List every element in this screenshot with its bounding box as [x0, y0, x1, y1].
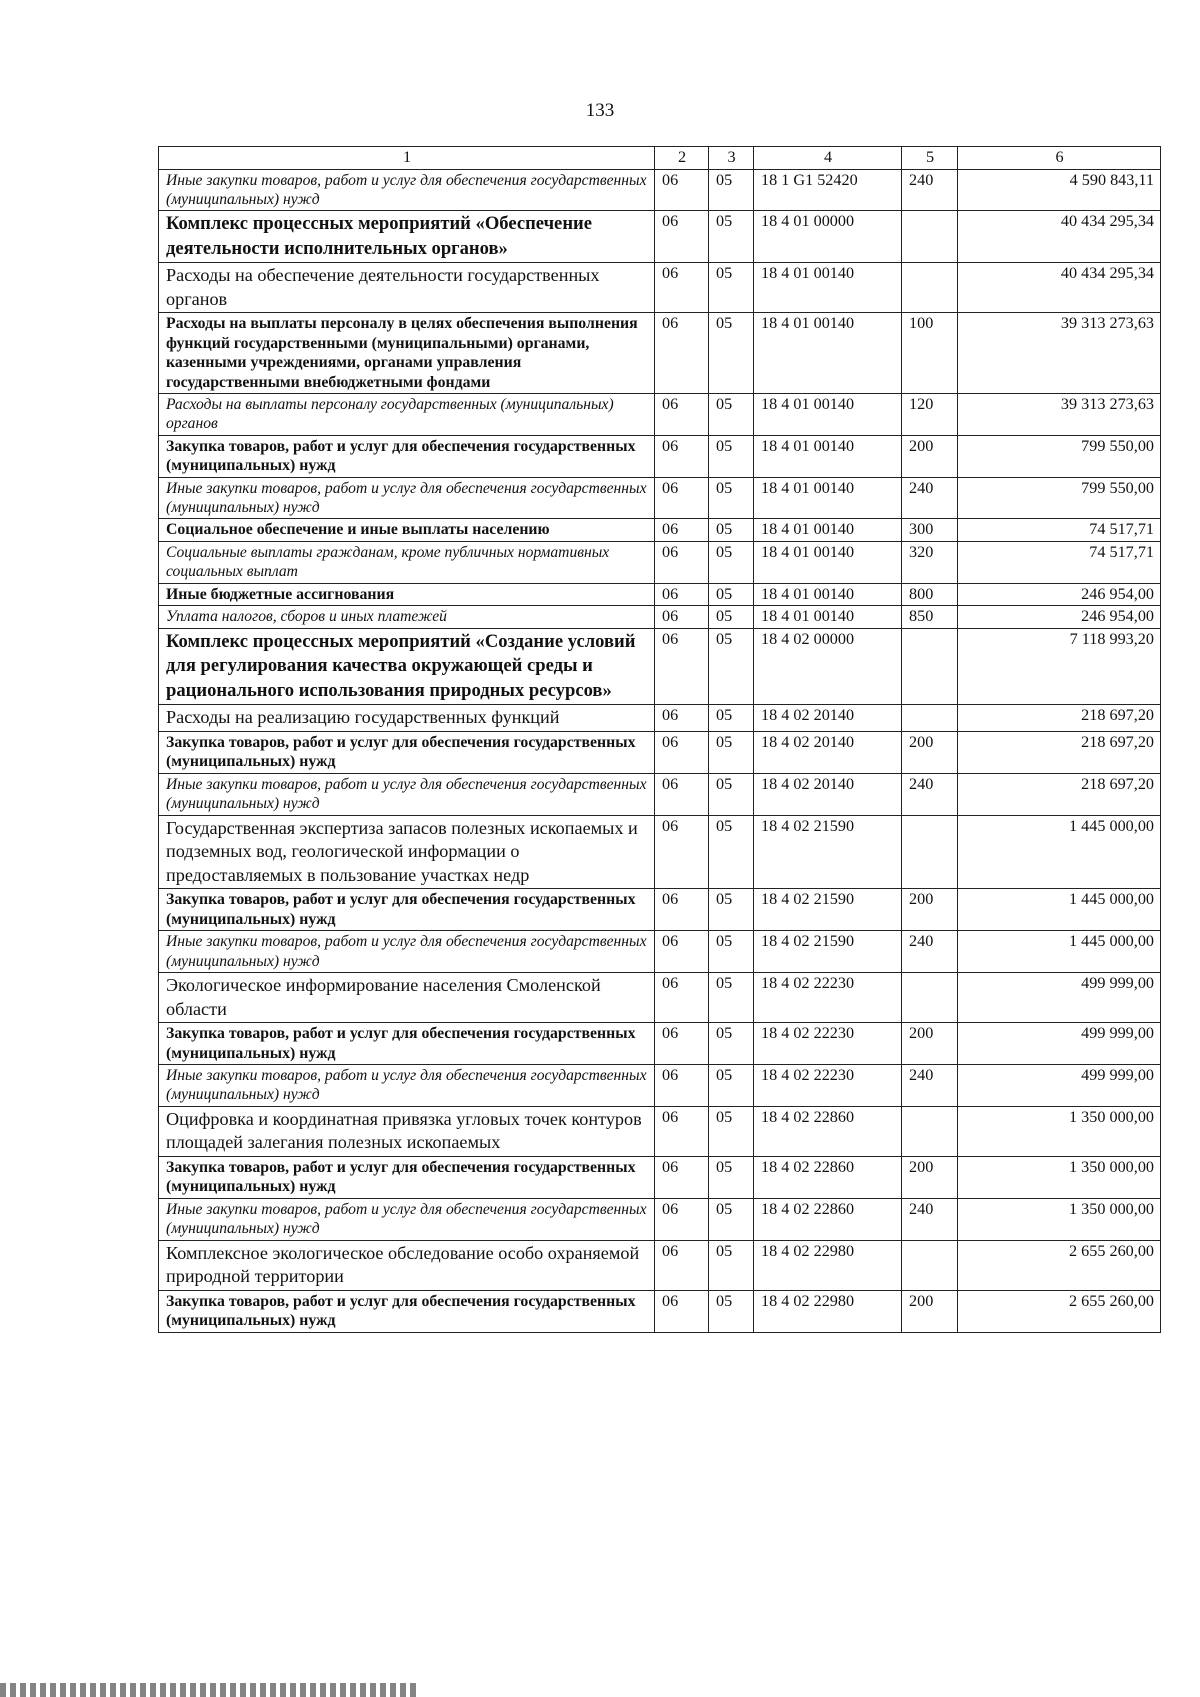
row-target-code: 18 4 02 00000 — [754, 629, 902, 705]
row-target-code: 18 4 02 22980 — [754, 1240, 902, 1290]
row-target-code: 18 4 02 20140 — [754, 731, 902, 773]
row-section-code: 06 — [655, 394, 709, 436]
row-amount: 7 118 993,20 — [958, 629, 1161, 705]
row-subsection-code: 05 — [709, 211, 754, 263]
row-subsection-code: 05 — [709, 394, 754, 436]
row-amount: 40 434 295,34 — [958, 263, 1161, 313]
row-expense-type: 100 — [902, 313, 958, 394]
row-section-code: 06 — [655, 263, 709, 313]
table-row — [159, 773, 1161, 815]
row-section-code: 06 — [655, 477, 709, 519]
page-number: 133 — [585, 100, 615, 121]
row-section-code: 06 — [655, 773, 709, 815]
row-name: Расходы на реализацию государственных функций — [159, 705, 655, 732]
row-section-code: 06 — [655, 1240, 709, 1290]
table-row — [159, 542, 1161, 584]
row-target-code: 18 4 01 00140 — [754, 583, 902, 606]
row-section-code: 06 — [655, 435, 709, 477]
row-target-code: 18 4 01 00140 — [754, 313, 902, 394]
row-target-code: 18 4 01 00000 — [754, 211, 902, 263]
table-row — [159, 394, 1161, 436]
row-name: Уплата налогов, сборов и иных платежей — [159, 606, 655, 629]
row-name: Комплекс процессных мероприятий «Обеспечение деятельности исполнительных органов» — [159, 211, 655, 263]
row-name: Комплексное экологическое обследование особо охраняемой природной территории — [159, 1240, 655, 1290]
row-expense-type: 850 — [902, 606, 958, 629]
row-target-code: 18 4 02 22860 — [754, 1106, 902, 1156]
table-row — [159, 1106, 1161, 1156]
table-row — [159, 972, 1161, 1022]
table-row — [159, 931, 1161, 973]
row-section-code: 06 — [655, 1064, 709, 1106]
row-target-code: 18 4 01 00140 — [754, 519, 902, 542]
row-target-code: 18 4 02 22860 — [754, 1156, 902, 1198]
row-section-code: 06 — [655, 313, 709, 394]
row-amount: 39 313 273,63 — [958, 313, 1161, 394]
row-subsection-code: 05 — [709, 731, 754, 773]
row-section-code: 06 — [655, 1198, 709, 1240]
row-amount: 39 313 273,63 — [958, 394, 1161, 436]
row-subsection-code: 05 — [709, 1290, 754, 1332]
row-target-code: 18 4 02 22230 — [754, 1023, 902, 1065]
row-expense-type: 200 — [902, 889, 958, 931]
row-expense-type: 200 — [902, 731, 958, 773]
table-row — [159, 583, 1161, 606]
row-subsection-code: 05 — [709, 263, 754, 313]
row-subsection-code: 05 — [709, 931, 754, 973]
row-amount: 218 697,20 — [958, 731, 1161, 773]
row-amount: 2 655 260,00 — [958, 1240, 1161, 1290]
row-amount: 218 697,20 — [958, 773, 1161, 815]
row-name: Экологическое информирование населения Смоленской области — [159, 972, 655, 1022]
row-name: Социальные выплаты гражданам, кроме публичных нормативных социальных выплат — [159, 542, 655, 584]
row-subsection-code: 05 — [709, 1240, 754, 1290]
row-section-code: 06 — [655, 583, 709, 606]
row-amount: 74 517,71 — [958, 519, 1161, 542]
row-section-code: 06 — [655, 169, 709, 211]
row-expense-type — [902, 815, 958, 889]
row-name: Закупка товаров, работ и услуг для обеспечения государственных (муниципальных) нужд — [159, 435, 655, 477]
row-target-code: 18 4 02 20140 — [754, 705, 902, 732]
table-row — [159, 1023, 1161, 1065]
row-target-code: 18 4 01 00140 — [754, 263, 902, 313]
row-subsection-code: 05 — [709, 169, 754, 211]
row-expense-type: 300 — [902, 519, 958, 542]
row-name: Комплекс процессных мероприятий «Создание условий для регулирования качества окружающей среды и рационального использования природных ресурсов» — [159, 629, 655, 705]
row-expense-type — [902, 705, 958, 732]
row-name: Социальное обеспечение и иные выплаты населению — [159, 519, 655, 542]
row-target-code: 18 4 01 00140 — [754, 435, 902, 477]
row-expense-type: 240 — [902, 169, 958, 211]
row-section-code: 06 — [655, 606, 709, 629]
table-row — [159, 629, 1161, 705]
row-expense-type: 120 — [902, 394, 958, 436]
row-expense-type — [902, 263, 958, 313]
row-subsection-code: 05 — [709, 313, 754, 394]
table-row — [159, 1290, 1161, 1332]
row-amount: 246 954,00 — [958, 606, 1161, 629]
budget-table — [158, 146, 1161, 1333]
row-name: Иные закупки товаров, работ и услуг для обеспечения государственных (муниципальных) нужд — [159, 1064, 655, 1106]
row-target-code: 18 4 01 00140 — [754, 477, 902, 519]
table-row — [159, 435, 1161, 477]
row-target-code: 18 4 01 00140 — [754, 542, 902, 584]
table-row — [159, 731, 1161, 773]
row-name: Закупка товаров, работ и услуг для обеспечения государственных (муниципальных) нужд — [159, 1156, 655, 1198]
row-section-code: 06 — [655, 1156, 709, 1198]
row-name: Расходы на обеспечение деятельности государственных органов — [159, 263, 655, 313]
table-row — [159, 1064, 1161, 1106]
table-row — [159, 889, 1161, 931]
row-name: Оцифровка и координатная привязка угловых точек контуров площадей залегания полезных ископаемых — [159, 1106, 655, 1156]
row-section-code: 06 — [655, 931, 709, 973]
header-col-4: 4 — [754, 147, 902, 170]
row-target-code: 18 4 02 21590 — [754, 931, 902, 973]
row-target-code: 18 4 02 21590 — [754, 815, 902, 889]
row-amount: 499 999,00 — [958, 1064, 1161, 1106]
row-subsection-code: 05 — [709, 583, 754, 606]
table-row — [159, 1156, 1161, 1198]
row-name: Иные закупки товаров, работ и услуг для обеспечения государственных (муниципальных) нужд — [159, 477, 655, 519]
row-section-code: 06 — [655, 519, 709, 542]
row-subsection-code: 05 — [709, 435, 754, 477]
row-amount: 2 655 260,00 — [958, 1290, 1161, 1332]
row-amount: 246 954,00 — [958, 583, 1161, 606]
row-section-code: 06 — [655, 1023, 709, 1065]
row-name: Государственная экспертиза запасов полезных ископаемых и подземных вод, геологической информации о предоставляемых в пользование участках недр — [159, 815, 655, 889]
row-subsection-code: 05 — [709, 629, 754, 705]
row-target-code: 18 4 02 22980 — [754, 1290, 902, 1332]
row-subsection-code: 05 — [709, 519, 754, 542]
row-amount: 218 697,20 — [958, 705, 1161, 732]
row-amount: 1 445 000,00 — [958, 889, 1161, 931]
row-name: Иные закупки товаров, работ и услуг для обеспечения государственных (муниципальных) нужд — [159, 169, 655, 211]
row-subsection-code: 05 — [709, 705, 754, 732]
row-subsection-code: 05 — [709, 1156, 754, 1198]
row-subsection-code: 05 — [709, 773, 754, 815]
row-subsection-code: 05 — [709, 477, 754, 519]
table-row — [159, 313, 1161, 394]
table-row — [159, 169, 1161, 211]
row-expense-type: 240 — [902, 1064, 958, 1106]
row-amount: 799 550,00 — [958, 435, 1161, 477]
row-subsection-code: 05 — [709, 1198, 754, 1240]
row-subsection-code: 05 — [709, 1106, 754, 1156]
row-expense-type: 320 — [902, 542, 958, 584]
row-target-code: 18 4 02 22230 — [754, 1064, 902, 1106]
table-row — [159, 477, 1161, 519]
row-expense-type — [902, 629, 958, 705]
row-subsection-code: 05 — [709, 972, 754, 1022]
row-target-code: 18 4 01 00140 — [754, 606, 902, 629]
row-section-code: 06 — [655, 972, 709, 1022]
header-col-5: 5 — [902, 147, 958, 170]
row-name: Иные бюджетные ассигнования — [159, 583, 655, 606]
row-expense-type — [902, 211, 958, 263]
row-section-code: 06 — [655, 731, 709, 773]
row-amount: 1 350 000,00 — [958, 1156, 1161, 1198]
row-expense-type: 200 — [902, 435, 958, 477]
row-amount: 499 999,00 — [958, 972, 1161, 1022]
row-expense-type — [902, 1240, 958, 1290]
table-row — [159, 606, 1161, 629]
row-name: Закупка товаров, работ и услуг для обеспечения государственных (муниципальных) нужд — [159, 731, 655, 773]
header-col-2: 2 — [655, 147, 709, 170]
row-subsection-code: 05 — [709, 1023, 754, 1065]
scan-edge-marks — [0, 1683, 420, 1697]
row-amount: 499 999,00 — [958, 1023, 1161, 1065]
row-target-code: 18 1 G1 52420 — [754, 169, 902, 211]
row-target-code: 18 4 01 00140 — [754, 394, 902, 436]
row-target-code: 18 4 02 22860 — [754, 1198, 902, 1240]
row-amount: 1 350 000,00 — [958, 1198, 1161, 1240]
row-subsection-code: 05 — [709, 606, 754, 629]
row-section-code: 06 — [655, 629, 709, 705]
header-col-6: 6 — [958, 147, 1161, 170]
row-subsection-code: 05 — [709, 1064, 754, 1106]
row-expense-type: 800 — [902, 583, 958, 606]
table-row — [159, 211, 1161, 263]
table-row — [159, 1198, 1161, 1240]
table-row — [159, 519, 1161, 542]
row-section-code: 06 — [655, 1106, 709, 1156]
table-row — [159, 705, 1161, 732]
row-expense-type: 240 — [902, 773, 958, 815]
row-amount: 799 550,00 — [958, 477, 1161, 519]
table-row — [159, 263, 1161, 313]
row-expense-type: 240 — [902, 477, 958, 519]
row-name: Иные закупки товаров, работ и услуг для обеспечения государственных (муниципальных) нужд — [159, 773, 655, 815]
row-expense-type: 240 — [902, 931, 958, 973]
row-amount: 1 445 000,00 — [958, 815, 1161, 889]
row-name: Закупка товаров, работ и услуг для обеспечения государственных (муниципальных) нужд — [159, 889, 655, 931]
row-expense-type — [902, 972, 958, 1022]
row-amount: 1 350 000,00 — [958, 1106, 1161, 1156]
row-name: Иные закупки товаров, работ и услуг для обеспечения государственных (муниципальных) нужд — [159, 1198, 655, 1240]
row-name: Расходы на выплаты персоналу государственных (муниципальных) органов — [159, 394, 655, 436]
row-section-code: 06 — [655, 1290, 709, 1332]
row-section-code: 06 — [655, 815, 709, 889]
row-name: Закупка товаров, работ и услуг для обеспечения государственных (муниципальных) нужд — [159, 1023, 655, 1065]
header-col-1: 1 — [159, 147, 655, 170]
row-target-code: 18 4 02 21590 — [754, 889, 902, 931]
row-name: Расходы на выплаты персоналу в целях обеспечения выполнения функций государственными (муниципальными) органами, казенными учреждениями, органами управления государственными внебюджетными фондами — [159, 313, 655, 394]
row-expense-type: 200 — [902, 1290, 958, 1332]
row-subsection-code: 05 — [709, 889, 754, 931]
table-header-row — [159, 147, 1161, 170]
row-section-code: 06 — [655, 211, 709, 263]
row-expense-type: 200 — [902, 1156, 958, 1198]
row-target-code: 18 4 02 20140 — [754, 773, 902, 815]
row-amount: 1 445 000,00 — [958, 931, 1161, 973]
table-row — [159, 815, 1161, 889]
row-subsection-code: 05 — [709, 815, 754, 889]
row-amount: 74 517,71 — [958, 542, 1161, 584]
row-amount: 4 590 843,11 — [958, 169, 1161, 211]
row-name: Закупка товаров, работ и услуг для обеспечения государственных (муниципальных) нужд — [159, 1290, 655, 1332]
row-expense-type: 240 — [902, 1198, 958, 1240]
table-row — [159, 1240, 1161, 1290]
row-amount: 40 434 295,34 — [958, 211, 1161, 263]
row-subsection-code: 05 — [709, 542, 754, 584]
row-section-code: 06 — [655, 889, 709, 931]
row-name: Иные закупки товаров, работ и услуг для обеспечения государственных (муниципальных) нужд — [159, 931, 655, 973]
row-section-code: 06 — [655, 542, 709, 584]
header-col-3: 3 — [709, 147, 754, 170]
row-section-code: 06 — [655, 705, 709, 732]
row-target-code: 18 4 02 22230 — [754, 972, 902, 1022]
row-expense-type: 200 — [902, 1023, 958, 1065]
row-expense-type — [902, 1106, 958, 1156]
